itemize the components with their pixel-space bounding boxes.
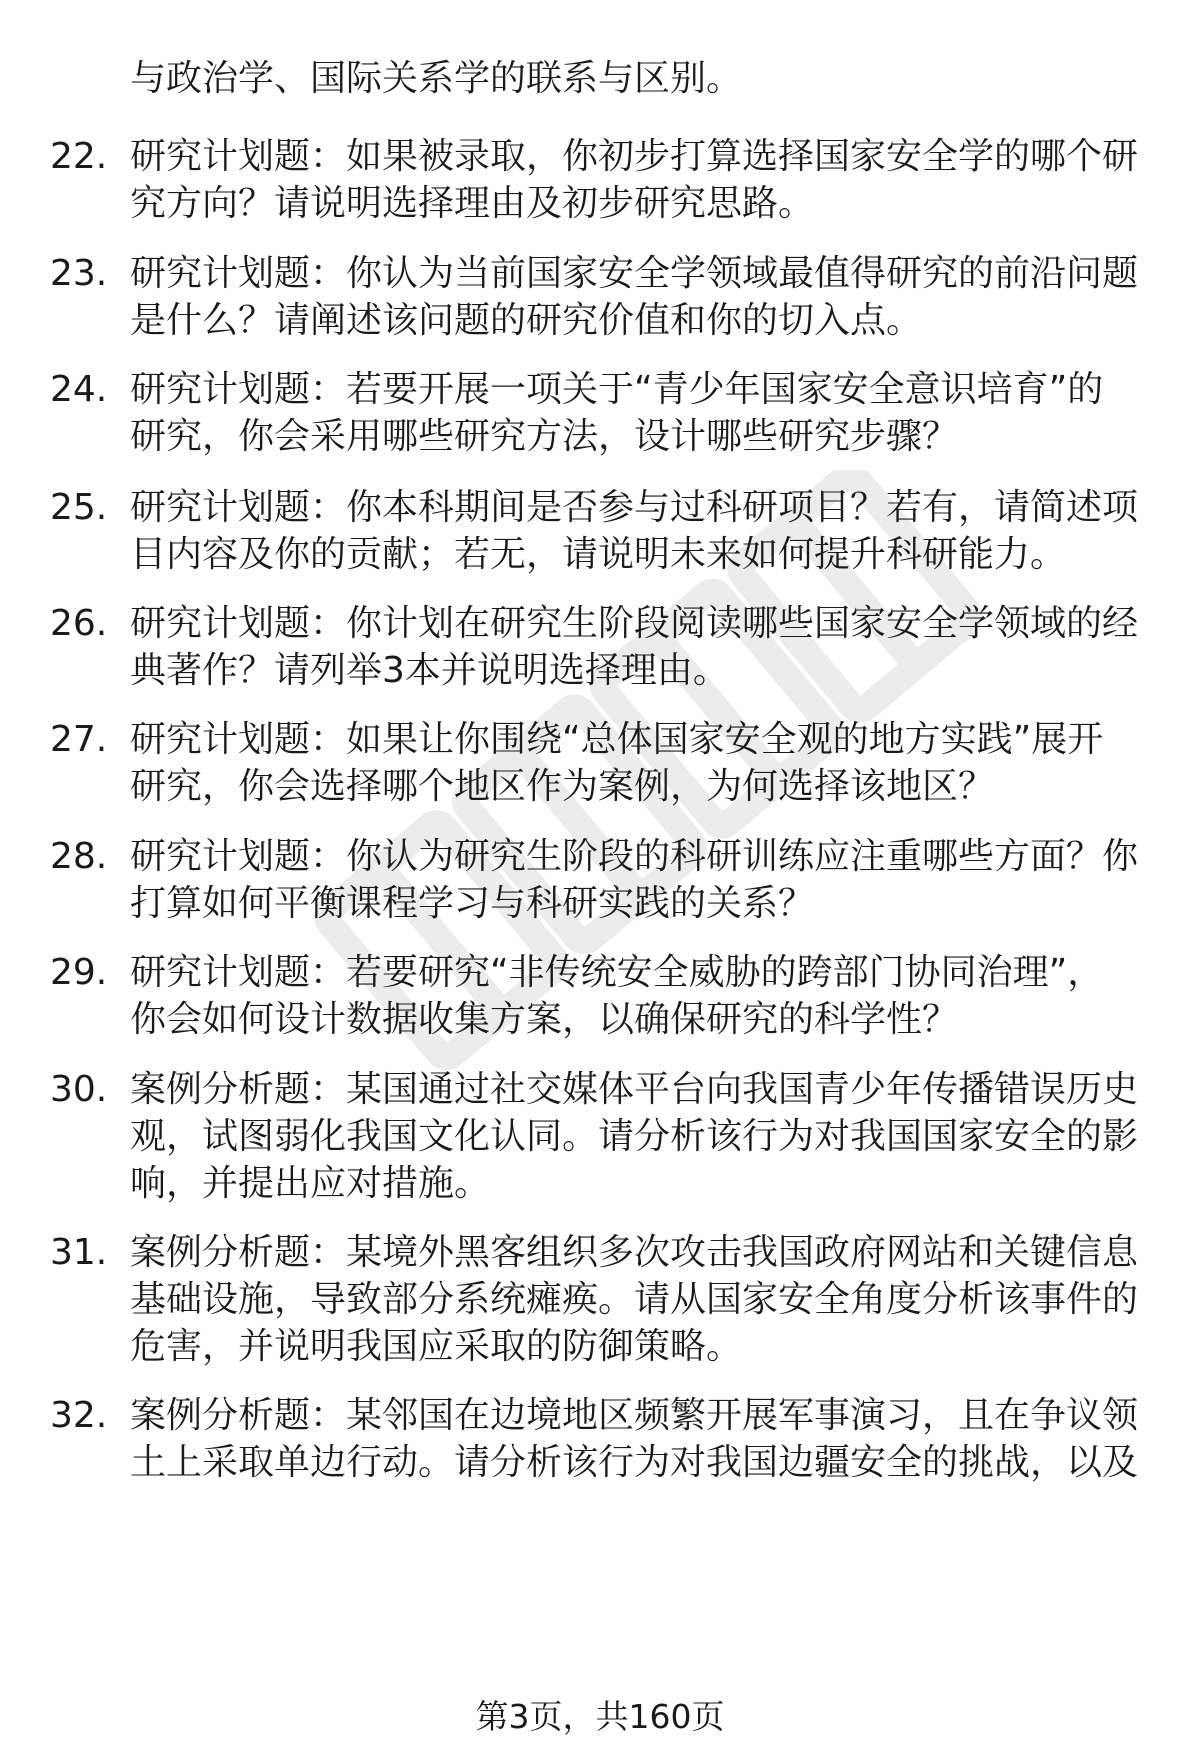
question-item [50,133,1150,227]
question-item [50,716,1150,810]
question-item [50,1066,1150,1207]
question-text: 研究计划题：你认为研究生阶段的科研训练应注重哪些方面？你 打算如何平衡课程学习与科研实践的关系？ [130,836,1139,924]
question-number: 26. [50,603,108,644]
question-item [50,1392,1150,1486]
question-number: 25. [50,487,108,528]
question-item [50,250,1150,344]
question-text: 研究计划题：你认为当前国家安全学领域最值得研究的前沿问题 是什么？请阐述该问题的研究价值和你的切入点。 [130,253,1139,341]
question-item [50,949,1150,1043]
page-footer: 第3页，共160页 [475,1697,725,1736]
question-text: 案例分析题：某邻国在边境地区频繁开展军事演习，且在争议领 土上采取单边行动。请分析该行为对我国边疆安全的挑战，以及 [130,1395,1139,1483]
question-item [50,600,1150,694]
question-number: 23. [50,253,108,294]
question-text: 研究计划题：你计划在研究生阶段阅读哪些国家安全学领域的经 典著作？请列举3本并说明选择理由。 [130,603,1139,691]
question-text: 案例分析题：某境外黑客组织多次攻击我国政府网站和关键信息 基础设施，导致部分系统瘫痪。请从国家安全角度分析该事件的 危害，并说明我国应采取的防御策略。 [130,1232,1139,1367]
question-item [50,484,1150,578]
question-text: 研究计划题：如果让你围绕“总体国家安全观的地方实践”展开 研究，你会选择哪个地区作为案例，为何选择该地区？ [130,719,1104,807]
question-number: 22. [50,136,108,177]
question-number: 28. [50,836,108,877]
continuation-line [50,55,1150,102]
question-item [50,366,1150,460]
question-text: 研究计划题：若要开展一项关于“青少年国家安全意识培育”的 研究，你会采用哪些研究方法，设计哪些研究步骤？ [130,369,1104,457]
question-item [50,833,1150,927]
question-number: 31. [50,1232,108,1273]
question-number: 30. [50,1069,108,1110]
question-item [50,1229,1150,1370]
question-text: 研究计划题：若要研究“非传统安全威胁的跨部门协同治理”， 你会如何设计数据收集方案，以确保研究的科学性？ [130,952,1104,1040]
question-text: 研究计划题：你本科期间是否参与过科研项目？若有，请简述项 目内容及你的贡献；若无，请说明未来如何提升科研能力。 [130,487,1139,575]
question-text: 案例分析题：某国通过社交媒体平台向我国青少年传播错误历史 观，试图弱化我国文化认同。请分析该行为对我国国家安全的影 响，并提出应对措施。 [130,1069,1139,1204]
question-number: 24. [50,369,108,410]
continuation-text: 与政治学、国际关系学的联系与区别。 [130,58,743,99]
question-number: 27. [50,719,108,760]
question-text: 研究计划题：如果被录取，你初步打算选择国家安全学的哪个研 究方向？请说明选择理由及初步研究思路。 [130,136,1139,224]
question-number: 29. [50,952,108,993]
question-number: 32. [50,1395,108,1436]
